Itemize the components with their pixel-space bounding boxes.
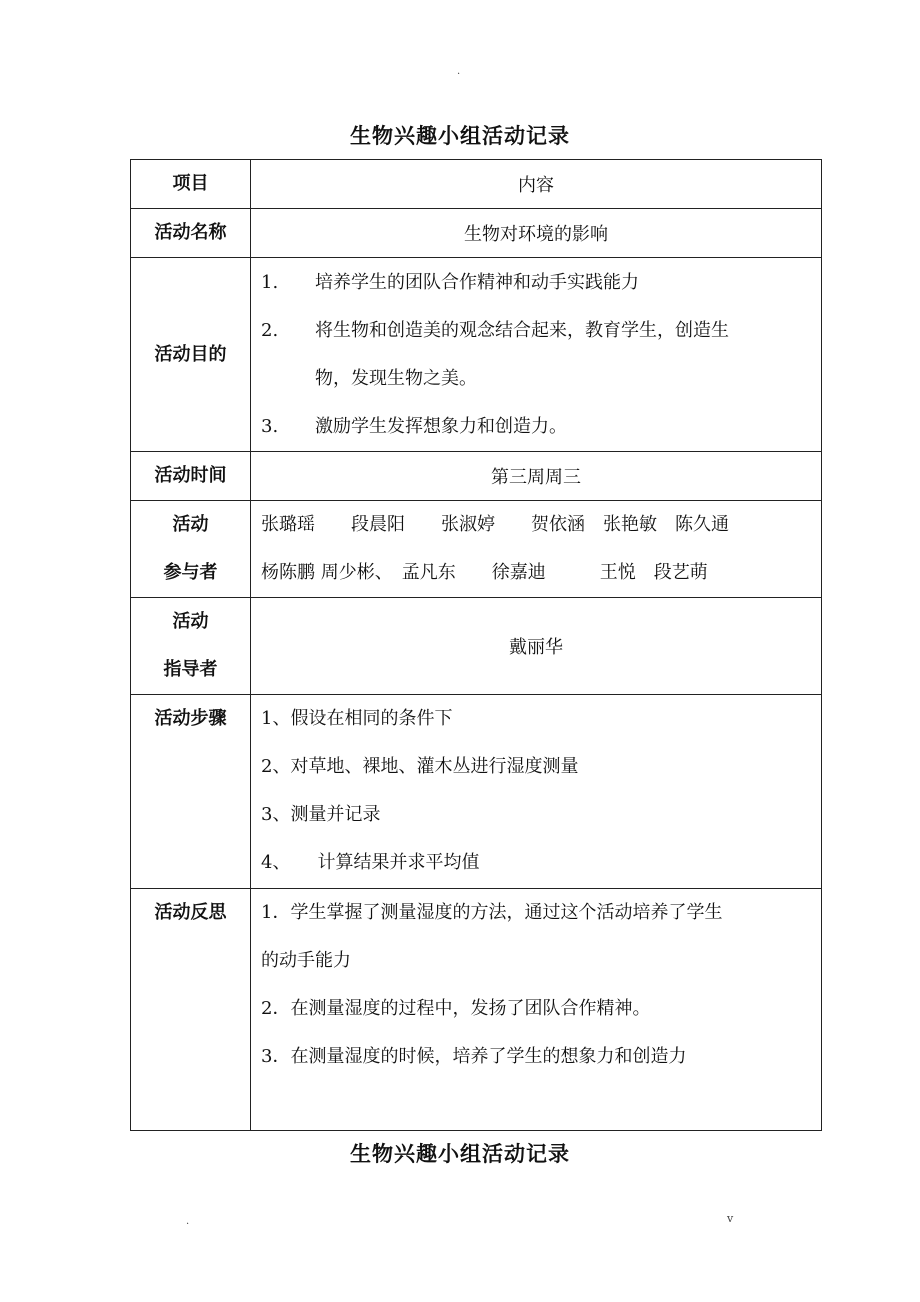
instructor-value: 戴丽华 xyxy=(251,598,822,695)
purpose-label: 活动目的 xyxy=(131,258,251,452)
activity-name-label: 活动名称 xyxy=(131,209,251,258)
participants-row xyxy=(131,501,822,598)
activity-name-row xyxy=(131,209,822,258)
header-value: 内容 xyxy=(251,160,822,209)
step-item: 2、对草地、裸地、灌木丛进行湿度测量 xyxy=(261,756,579,777)
header-mark: . xyxy=(457,66,461,77)
participants-label: 活动 参与者 xyxy=(131,501,251,598)
step-item: 4、 计算结果并求平均值 xyxy=(261,852,480,873)
footer-mark-right: v xyxy=(727,1212,734,1225)
page-title: 生物兴趣小组活动记录 xyxy=(350,124,570,148)
activity-record-table xyxy=(130,159,822,1131)
time-row xyxy=(131,452,822,501)
reflection-label: 活动反思 xyxy=(131,889,251,1131)
purpose-item: 1. 培养学生的团队合作精神和动手实践能力 xyxy=(261,271,639,293)
steps-row xyxy=(131,695,822,889)
footer-mark-left: . xyxy=(186,1216,190,1227)
steps-content xyxy=(251,695,822,889)
reflection-item: 3．在测量湿度的时候，培养了学生的想象力和创造力 xyxy=(261,1046,687,1067)
activity-name-value: 生物对环境的影响 xyxy=(251,209,822,258)
next-page-title: 生物兴趣小组活动记录 xyxy=(350,1142,570,1166)
time-value: 第三周周三 xyxy=(251,452,822,501)
reflection-content xyxy=(251,889,822,1131)
steps-label: 活动步骤 xyxy=(131,695,251,889)
step-item: 1、假设在相同的条件下 xyxy=(261,708,453,729)
participants-line-2: 杨陈鹏 周少彬、 孟凡东 徐嘉迪 王悦 段艺萌 xyxy=(261,562,708,583)
purpose-item: 3. 激励学生发挥想象力和创造力。 xyxy=(261,415,567,437)
purpose-row xyxy=(131,258,822,452)
instructor-row xyxy=(131,598,822,695)
time-label: 活动时间 xyxy=(131,452,251,501)
table-header-row xyxy=(131,160,822,209)
participants-line-1: 张璐瑶 段晨阳 张淑婷 贺依涵 张艳敏 陈久通 xyxy=(261,514,729,535)
reflection-item: 的动手能力 xyxy=(261,950,351,971)
reflection-item: 2．在测量湿度的过程中，发扬了团队合作精神。 xyxy=(261,998,651,1019)
reflection-item: 1．学生掌握了测量湿度的方法，通过这个活动培养了学生 xyxy=(261,902,723,923)
header-label: 项目 xyxy=(131,160,251,209)
purpose-item-continued: 物，发现生物之美。 xyxy=(315,367,477,389)
purpose-item: 2. 将生物和创造美的观念结合起来，教育学生，创造生 xyxy=(261,319,729,341)
purpose-content xyxy=(251,258,822,452)
step-item: 3、测量并记录 xyxy=(261,804,381,825)
participants-content xyxy=(251,501,822,598)
reflection-row xyxy=(131,889,822,1131)
instructor-label: 活动 指导者 xyxy=(131,598,251,695)
